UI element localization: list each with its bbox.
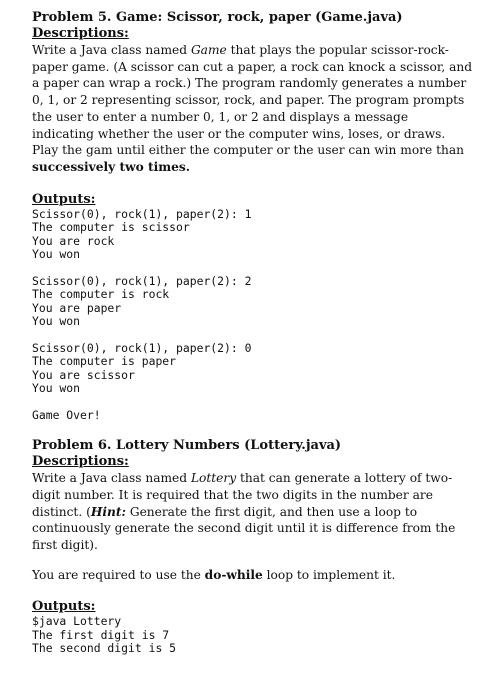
output-user: You are scissor [32, 367, 135, 382]
output-prompt: Scissor(0), rock(1), paper(2): 0 [32, 340, 252, 355]
output-prompt: Scissor(0), rock(1), paper(2): 2 [32, 273, 252, 288]
desc-text: Write a Java class named [32, 43, 191, 57]
problem-6-descriptions-label: Descriptions: [32, 454, 129, 470]
class-name: Game [190, 43, 227, 57]
desc-text: that can generate a lottery of two-digit number. It is required that the two digits in the number are distinct. ( [32, 471, 453, 519]
output-user: You are rock [32, 233, 115, 248]
output-run-2 [32, 275, 472, 329]
problem-6-requirement [32, 567, 472, 584]
output-computer: The computer is scissor [32, 220, 190, 235]
output-computer: The computer is paper [32, 354, 177, 369]
output-run-1 [32, 208, 472, 262]
output-run-3 [32, 342, 472, 396]
problem-5-description [32, 42, 472, 176]
problem-6-description [32, 470, 472, 554]
lottery-output-line: $java Lottery [32, 614, 122, 629]
output-result: You won [32, 314, 81, 329]
desc-emphasis: successively two times. [32, 159, 190, 174]
output-computer: The computer is rock [32, 287, 170, 302]
class-name: Lottery [190, 471, 237, 486]
document-page [32, 10, 472, 656]
output-result: You won [32, 381, 81, 396]
problem-6-outputs-label: Outputs: [32, 599, 96, 615]
problem-5-title: Problem 5. Game: Scissor, rock, paper (Game.java) [32, 10, 403, 25]
lottery-output-line: The second digit is 5 [32, 641, 177, 656]
problem-6-title: Problem 6. Lottery Numbers (Lottery.java) [32, 438, 342, 454]
desc-text: that plays the popular scissor-rock-paper game. (A scissor can cut a paper, a rock can knock a scissor, and a paper can wrap a rock.) The program randomly generates a number 0, 1, or 2 representing scissor, rock, and paper. The program prompts the user to enter a number 0, 1, or 2 and displays a message indicating whether the user or the computer wins, loses, or draws. Play the gam until either the computer or the user can win more than [32, 43, 473, 158]
lottery-output-line: The first digit is 7 [32, 627, 170, 642]
game-over-text: Game Over! [32, 407, 101, 422]
req-emphasis: do-while [204, 567, 263, 582]
output-prompt: Scissor(0), rock(1), paper(2): 1 [32, 206, 252, 221]
hint-label: Hint: [90, 504, 126, 519]
output-result: You won [32, 247, 81, 262]
req-text: You are required to use the [32, 567, 205, 582]
req-text: loop to implement it. [262, 567, 396, 582]
problem-5-descriptions-label: Descriptions: [32, 26, 129, 41]
problem-5-outputs-label: Outputs: [32, 191, 96, 207]
hint-text: Generate the first digit, and then use a loop to continuously generate the second digit until it is difference from the first digit). [32, 504, 456, 552]
desc-text: Write a Java class named [32, 471, 191, 486]
output-user: You are paper [32, 300, 122, 315]
